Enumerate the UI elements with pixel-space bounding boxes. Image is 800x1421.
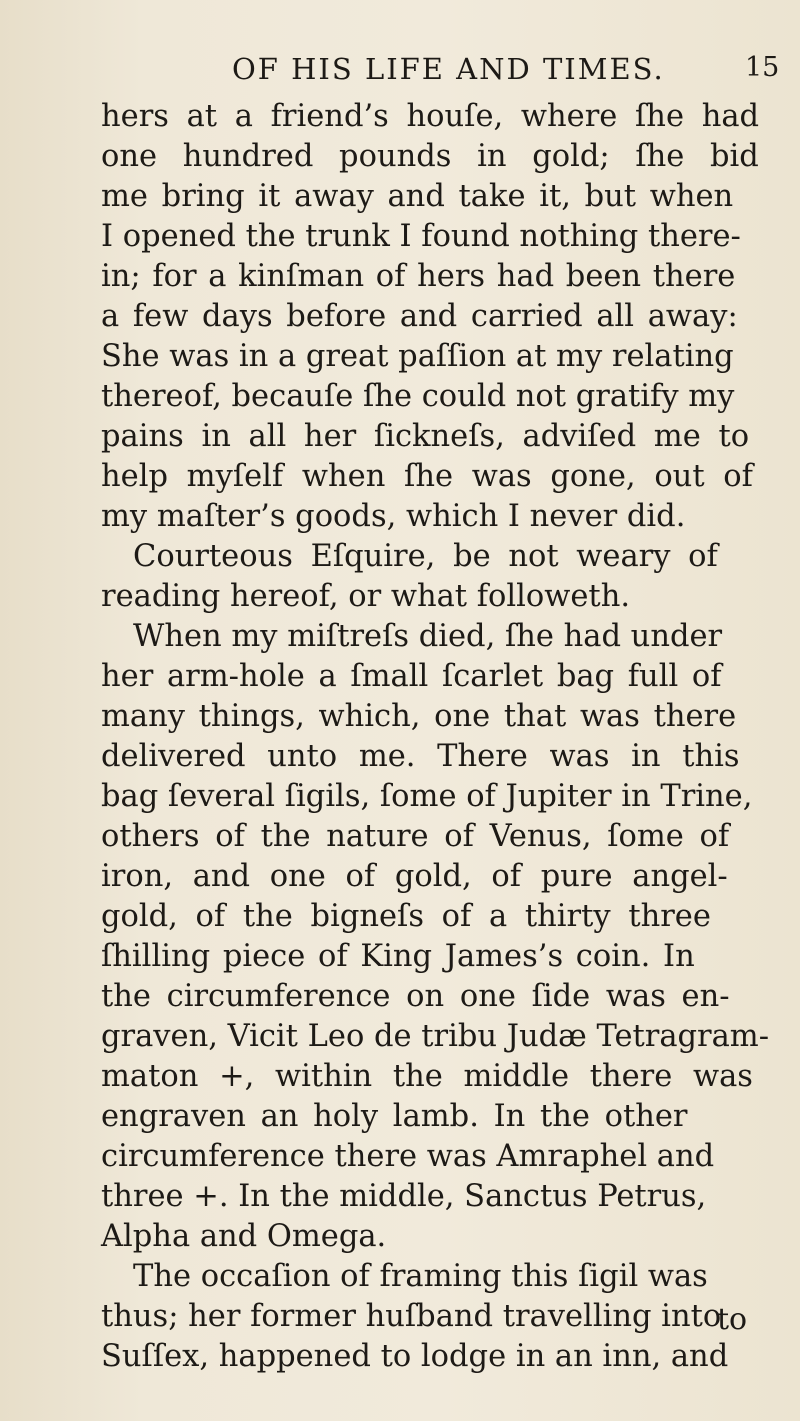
text-line: my maſter’s goods, which I never did.	[101, 499, 686, 534]
text-line: I opened the trunk I found nothing there-	[101, 219, 741, 254]
text-line: Alpha and Omega.	[101, 1219, 387, 1254]
text-line: in; for a kinſman of hers had been there	[101, 259, 736, 294]
text-line: maton +, within the middle there was	[101, 1059, 753, 1094]
catchword: to	[717, 1302, 748, 1337]
text-line: thereof, becauſe ſhe could not gratify my	[101, 379, 735, 414]
text-line: engraven an holy lamb. In the other	[101, 1099, 688, 1134]
text-line: many things, which, one that was there	[101, 699, 737, 734]
text-line: me bring it away and take it, but when	[101, 179, 734, 214]
running-title: OF HIS LIFE AND TIMES.	[232, 52, 665, 86]
text-line: delivered unto me. There was in this	[101, 739, 740, 774]
text-line: reading hereof, or what followeth.	[101, 579, 631, 614]
text-line: The occaſion of framing this ſigil was	[133, 1259, 708, 1294]
text-line: the circumference on one ſide was en-	[101, 979, 730, 1014]
page-number: 15	[745, 52, 780, 83]
text-line: bag ſeveral ſigils, ſome of Jupiter in Trine,	[101, 779, 753, 814]
text-line: hers at a friend’s houſe, where ſhe had	[101, 99, 760, 134]
text-line: her arm-hole a ſmall ſcarlet bag full of	[101, 659, 722, 694]
text-line: iron, and one of gold, of pure angel-	[101, 859, 728, 894]
text-line: others of the nature of Venus, ſome of	[101, 819, 730, 854]
text-line: three +. In the middle, Sanctus Petrus,	[101, 1179, 707, 1214]
text-line: ſhilling piece of King James’s coin. In	[101, 939, 695, 974]
text-line: pains in all her ſickneſs, adviſed me to	[101, 419, 750, 454]
text-line: Suſſex, happened to lodge in an inn, and	[101, 1339, 729, 1374]
text-line: She was in a great paſſion at my relating	[101, 339, 734, 374]
text-line: When my miſtreſs died, ſhe had under	[133, 619, 723, 654]
text-line: thus; her former huſband travelling into	[101, 1299, 722, 1334]
text-line: Courteous Eſquire, be not weary of	[133, 539, 718, 574]
text-line: graven, Vicit Leo de tribu Judæ Tetragram-	[101, 1019, 770, 1054]
text-line: circumference there was Amraphel and	[101, 1139, 715, 1174]
text-line: gold, of the bigneſs of a thirty three	[101, 899, 711, 934]
text-line: a few days before and carried all away:	[101, 299, 738, 334]
text-line: one hundred pounds in gold; ſhe bid	[101, 139, 759, 174]
running-head	[0, 52, 800, 92]
text-line: help myſelf when ſhe was gone, out of	[101, 459, 753, 494]
